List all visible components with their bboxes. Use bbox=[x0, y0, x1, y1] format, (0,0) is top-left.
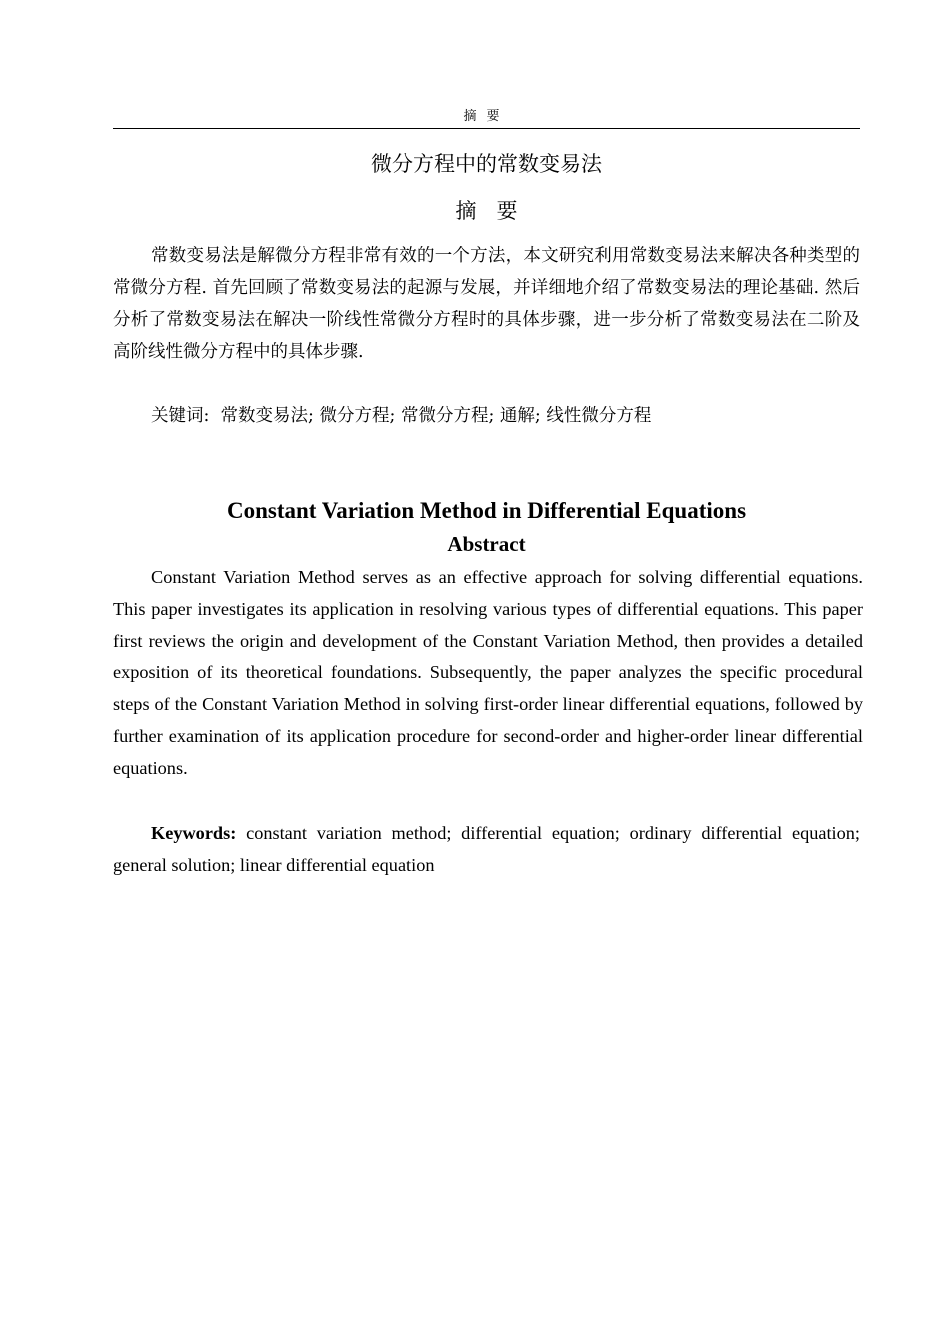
english-keywords-label: Keywords: bbox=[151, 823, 237, 843]
chinese-keywords-list: 常数变易法; 微分方程; 常微分方程; 通解; 线性微分方程 bbox=[220, 406, 652, 426]
english-abstract-heading: Abstract bbox=[447, 532, 526, 556]
chinese-keywords bbox=[151, 400, 860, 432]
chinese-abstract-body: 常数变易法是解微分方程非常有效的一个方法，本文研究利用常数变易法来解决各种类型的常微分方程. 首先回顾了常数变易法的起源与发展，并详细地介绍了常数变易法的理论基础. 然后分析了常数变易法在解决一阶线性常微分方程时的具体步骤，进一步分析了常数变易法在二阶及高阶线性微分方程中的具体步骤. bbox=[113, 246, 860, 362]
chinese-abstract-heading: 摘要 bbox=[455, 199, 538, 223]
header-rule bbox=[113, 128, 860, 129]
chinese-title: 微分方程中的常数变易法 bbox=[371, 152, 602, 176]
english-keywords-list: constant variation method; differential equation; ordinary differential equation; general solution; linear differential equation bbox=[113, 823, 860, 875]
chinese-keywords-label: 关键词: bbox=[151, 406, 210, 426]
running-header: 摘要 bbox=[463, 109, 510, 124]
english-title: Constant Variation Method in Differential Equations bbox=[226, 498, 747, 523]
english-abstract-body: Constant Variation Method serves as an effective approach for solving differential equations. This paper investigates its application in resolving various types of differential equations. This paper first reviews the origin and development of the Constant Variation Method, then provides a detailed exposition of its theoretical foundations. Subsequently, the paper analyzes the specific procedural steps of the Constant Variation Method in solving first-order linear differential equations, followed by further examination of its application procedure for second-order and higher-order linear differential equations. bbox=[113, 567, 863, 778]
english-keywords bbox=[113, 817, 860, 881]
